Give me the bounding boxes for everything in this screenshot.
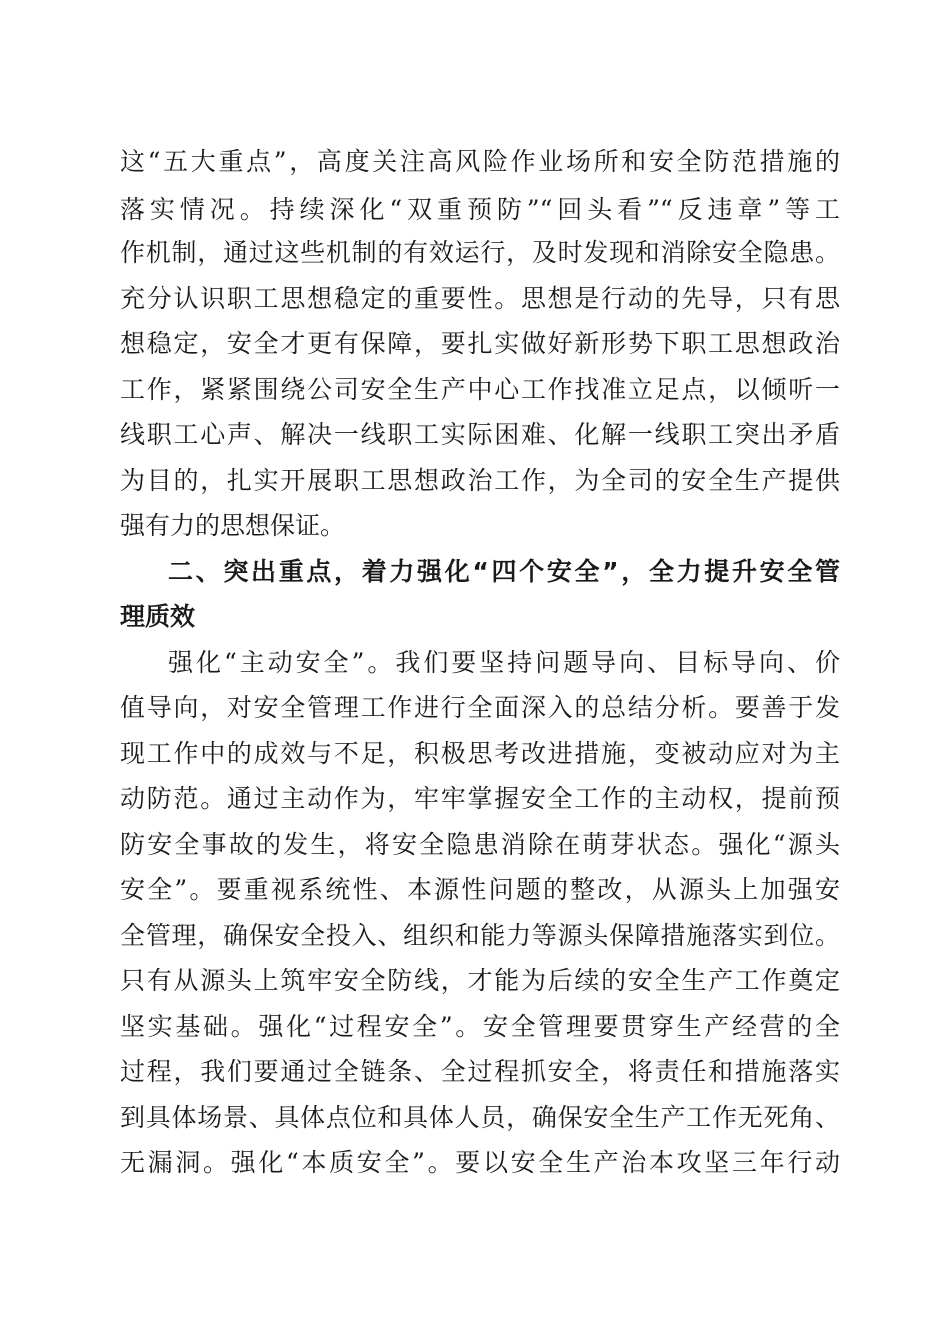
body-text-line: 坚实基础。强化“过程安全”。安全管理要贯穿生产经营的全 bbox=[120, 1012, 840, 1041]
body-text-line: 安全”。要重视系统性、本源性问题的整改，从源头上加强安 bbox=[120, 875, 840, 904]
section-heading-continued: 理质效 bbox=[120, 602, 196, 631]
body-text-line: 过程，我们要通过全链条、全过程抓安全，将责任和措施落实 bbox=[120, 1057, 840, 1086]
body-text-line: 落实情况。持续深化“双重预防”“回头看”“反违章”等工 bbox=[120, 195, 840, 224]
body-text-line: 只有从源头上筑牢安全防线，才能为后续的安全生产工作奠定 bbox=[120, 966, 840, 995]
body-text-line: 现工作中的成效与不足，积极思考改进措施，变被动应对为主 bbox=[120, 739, 840, 768]
body-text-line: 防安全事故的发生，将安全隐患消除在萌芽状态。强化“源头 bbox=[120, 830, 840, 859]
body-text-line: 到具体场景、具体点位和具体人员，确保安全生产工作无死角、 bbox=[120, 1103, 840, 1132]
body-text-line: 动防范。通过主动作为，牢牢掌握安全工作的主动权，提前预 bbox=[120, 784, 840, 813]
body-text-line: 作机制，通过这些机制的有效运行，及时发现和消除安全隐患。 bbox=[120, 238, 840, 267]
body-text-line: 线职工心声、解决一线职工实际困难、化解一线职工突出矛盾 bbox=[120, 420, 840, 449]
body-text-line: 值导向，对安全管理工作进行全面深入的总结分析。要善于发 bbox=[120, 693, 840, 722]
body-text-line: 强化“主动安全”。我们要坚持问题导向、目标导向、价 bbox=[168, 648, 840, 677]
body-text-line: 强有力的思想保证。 bbox=[120, 511, 346, 540]
section-heading: 二、突出重点，着力强化“四个安全”，全力提升安全管 bbox=[168, 557, 840, 586]
body-text-line: 工作，紧紧围绕公司安全生产中心工作找准立足点，以倾听一 bbox=[120, 375, 840, 404]
body-text-line: 为目的，扎实开展职工思想政治工作，为全司的安全生产提供 bbox=[120, 466, 840, 495]
body-text-line: 这“五大重点”，高度关注高风险作业场所和安全防范措施的 bbox=[120, 147, 840, 176]
body-text-line: 充分认识职工思想稳定的重要性。思想是行动的先导，只有思 bbox=[120, 284, 840, 313]
body-text-line: 想稳定，安全才更有保障，要扎实做好新形势下职工思想政治 bbox=[120, 329, 840, 358]
body-text-line: 全管理，确保安全投入、组织和能力等源头保障措施落实到位。 bbox=[120, 921, 840, 950]
body-text-line: 无漏洞。强化“本质安全”。要以安全生产治本攻坚三年行动 bbox=[120, 1148, 840, 1177]
